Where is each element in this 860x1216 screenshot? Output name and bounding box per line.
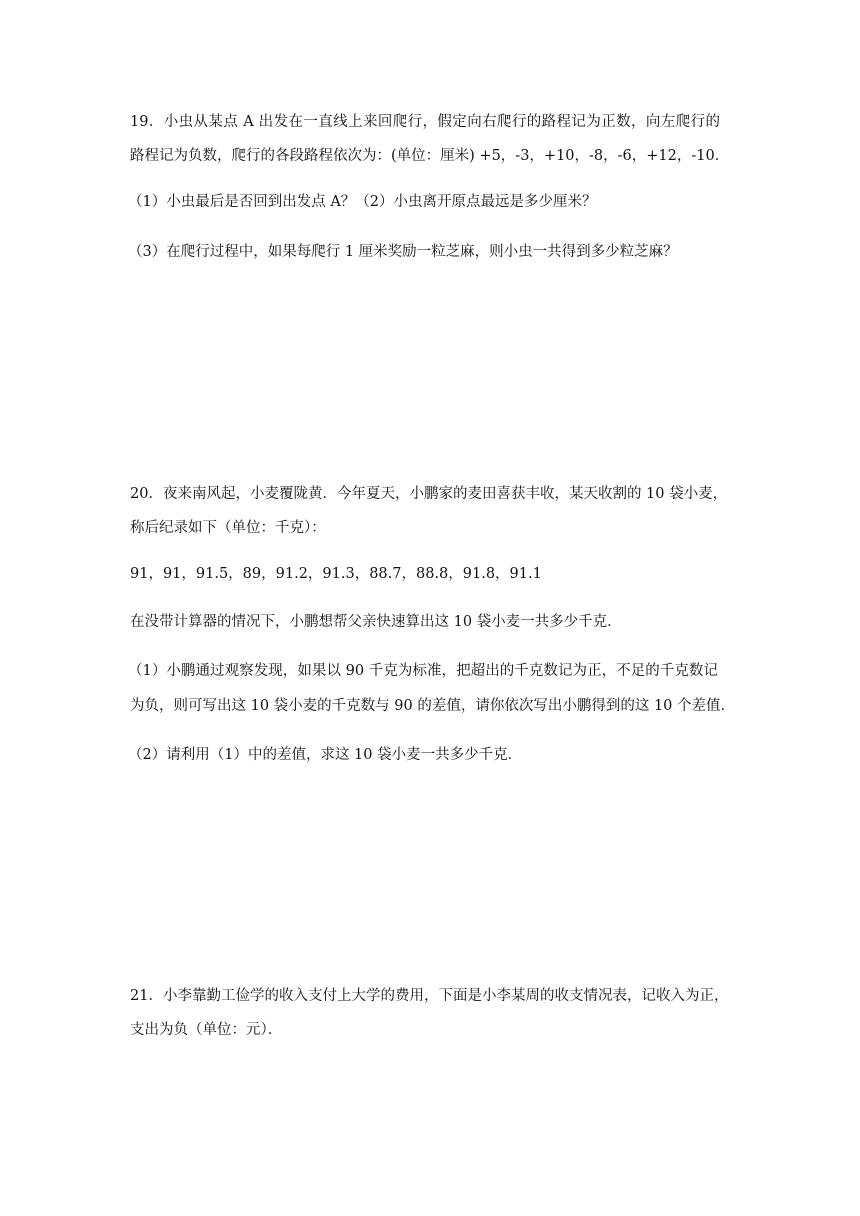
question-20-weights: 91，91，91.5，89，91.2，91.3，88.7，88.8，91.8，91.1: [130, 566, 542, 582]
question-20-part-1-line-1: （1）小鹏通过观察发现，如果以 90 千克为标准，把超出的千克数记为正，不足的千克数记: [128, 663, 718, 679]
question-19-line-2: 路程记为负数，爬行的各段路程依次为：(单位：厘米) +5，-3，+10，-8，-6，+12，-10．: [130, 148, 730, 164]
question-19-line-1: 19．小虫从某点 A 出发在一直线上来回爬行，假定向右爬行的路程记为正数，向左爬行的: [130, 114, 720, 130]
question-19-part-3: （3）在爬行过程中，如果每爬行 1 厘米奖励一粒芝麻，则小虫一共得到多少粒芝麻？: [128, 244, 678, 260]
question-21-line-2: 支出为负（单位：元）．: [130, 1022, 283, 1038]
question-20-part-1-line-2: 为负，则可写出这 10 袋小麦的千克数与 90 的差值，请你依次写出小鹏得到的这 10 个差值．: [130, 698, 736, 714]
question-21-line-1: 21．小李靠勤工俭学的收入支付上大学的费用，下面是小李某周的收支情况表，记收入为正，: [130, 988, 729, 1004]
question-20-line-2: 称后纪录如下（单位：千克）：: [130, 520, 326, 536]
question-20-line-1: 20．夜来南风起，小麦覆陇黄．今年夏天，小鹏家的麦田喜获丰收，某天收割的 10 袋小麦，: [130, 486, 728, 502]
question-20-part-2: （2）请利用（1）中的差值，求这 10 袋小麦一共多少千克．: [128, 747, 523, 763]
question-19-part-1-2: （1）小虫最后是否回到出发点 A？（2）小虫离开原点最远是多少厘米？: [128, 194, 597, 210]
question-20-line-4: 在没带计算器的情况下，小鹏想帮父亲快速算出这 10 袋小麦一共多少千克．: [130, 614, 622, 630]
